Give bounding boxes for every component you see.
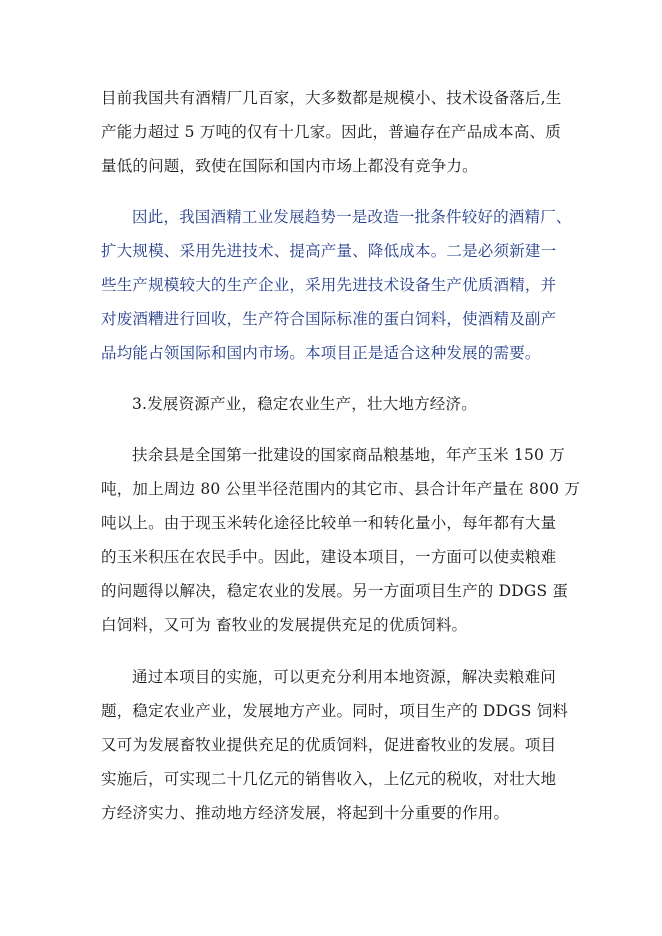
text-line: 目前我国共有酒精厂几百家，大多数都是规模小、技术设备落后,生 [101, 89, 562, 107]
text-line: 白饲料，又可为 畜牧业的发展提供充足的优质饲料。 [101, 616, 468, 634]
paragraph-project-impact [101, 660, 568, 830]
text-line: 量低的问题，致使在国际和国内市场上都没有竞争力。 [101, 157, 478, 175]
section-heading [101, 387, 477, 421]
text-line: 方经济实力、推动地方经济发展，将起到十分重要的作用。 [101, 804, 510, 822]
text-line: 扩大规模、采用先进技术、提高产量、降低成本。二是必须新建一 [101, 242, 557, 260]
paragraph-development-trend [101, 200, 572, 370]
text-line: 对废酒糟进行回收，生产符合国际标准的蛋白饲料，使酒精及副产 [101, 310, 557, 328]
heading-line: 3.发展资源产业，稳定农业生产，壮大地方经济。 [132, 395, 477, 413]
text-line: 的问题得以解决，稳定农业的发展。另一方面项目生产的 DDGS 蛋 [101, 582, 569, 600]
text-line: 吨以上。由于现玉米转化途径比较单一和转化量小，每年都有大量 [101, 514, 557, 532]
text-line: 扶余县是全国第一批建设的国家商品粮基地，年产玉米 150 万 [132, 446, 565, 464]
paragraph-fuyu-county [101, 438, 580, 642]
text-line: 通过本项目的实施，可以更充分利用本地资源，解决卖粮难问 [132, 668, 556, 686]
text-line: 些生产规模较大的生产企业，采用先进技术设备生产优质酒精，并 [101, 276, 557, 294]
text-line: 的玉米积压在农民手中。因此，建设本项目，一方面可以使卖粮难 [101, 548, 557, 566]
text-line: 实施后，可实现二十几亿元的销售收入，上亿元的税收，对壮大地 [101, 770, 557, 788]
text-line: 品均能占领国际和国内市场。本项目正是适合这种发展的需要。 [101, 344, 541, 362]
text-line: 因此，我国酒精工业发展趋势一是改造一批条件较好的酒精厂、 [132, 208, 572, 226]
text-line: 吨，加上周边 80 公里半径范围内的其它市、县合计年产量在 800 万 [101, 480, 581, 498]
text-line: 产能力超过 5 万吨的仅有十几家。因此，普遍存在产品成本高、质 [101, 123, 561, 141]
text-line: 又可为发展畜牧业提供充足的优质饲料，促进畜牧业的发展。项目 [101, 736, 557, 754]
text-line: 题，稳定农业产业，发展地方产业。同时，项目生产的 DDGS 饲料 [101, 702, 569, 720]
paragraph-industry-status [101, 81, 561, 183]
